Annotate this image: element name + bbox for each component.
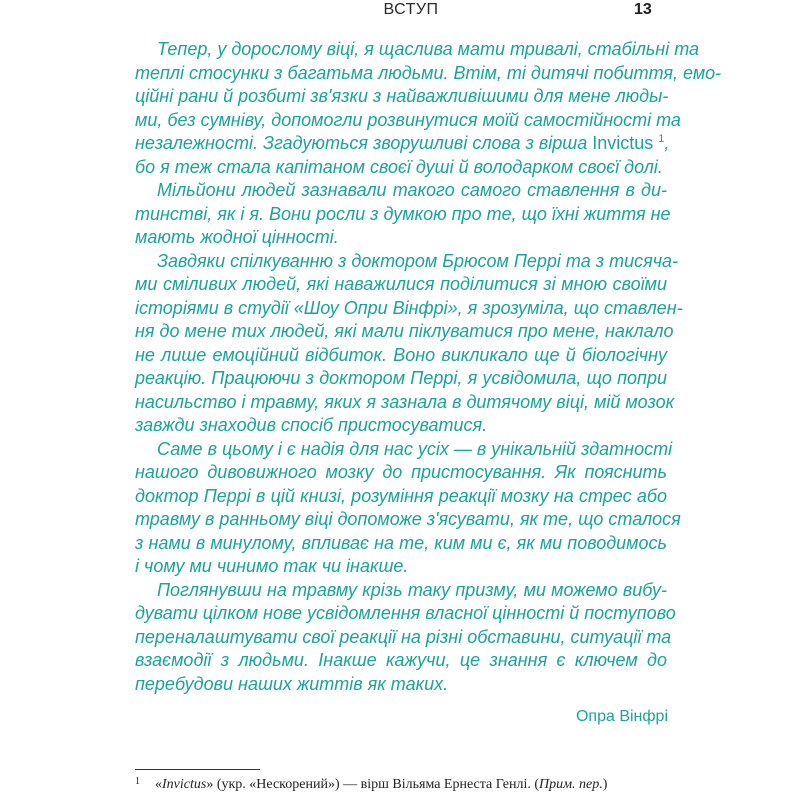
text-line: реакцію. Працюючи з доктором Перрі, я усвідомила, що попри [135,368,667,388]
text-line: мають жодної цінності. [135,227,339,247]
text-line: Поглянувши на травму крізь таку призму, ми можемо вибу- [157,579,667,600]
text-line: не лише емоційний відбиток. Воно викликало ще й біологічну [135,344,667,365]
text-line: Саме в цьому і є надія для нас усіх — в унікальній здатності [157,438,673,459]
footnote-divider [135,769,260,770]
text-line: ми, без сумніву, допомогли розвинутися моїй самостійності та [135,109,681,130]
text-segment: , [664,133,670,153]
text-line: ня до мене тих людей, які мали піклуватися про мене, наклало [135,321,674,341]
footnote-number: 1 [135,776,140,787]
text-line: дувати цілком нове усвідомлення власної цінності й поступово [135,603,676,623]
text-line: взаємодії з людьми. Інакше кажучи, це знання є ключем до [135,650,667,670]
text-line: Тепер, у дорослому віці, я щаслива мати тривалі, стабільні та [157,39,700,59]
author-signature: Опра Вінфрі [575,708,668,725]
body-text [135,38,722,696]
text-line: Завдяки спілкуванню з доктором Брюсом Перрі та з тисяча- [157,250,679,271]
text-line: перебудови наших життів як таких. [135,673,449,694]
footnote-text [155,777,607,793]
text-line: ційні рани й розбиті зв'язки з найважливішими для мене люды- [135,86,669,106]
text-line: і чому ми чинимо так чи інакше. [135,556,409,576]
text-line: з нами в минулому, впливає на те, ким ми є, як ми поводимось [135,532,667,553]
text-line: Мільйони людей зазнавали такого самого ставлення в ди- [157,180,667,200]
text-line: тинстві, як і я. Вони росли з думкою про те, що їхні життя не [135,203,671,224]
footnote-title: Invictus [162,777,207,792]
page-number: 13 [634,1,652,18]
text-line: переналаштувати свої реакції на різні обставини, ситуації та [135,626,672,647]
text-line: завжди знаходив спосіб пристосуватися. [135,415,488,435]
footnote-reference[interactable]: 1 [658,133,665,145]
poem-title: Invictus [592,133,654,153]
text-line: нашого дивовижного мозку до пристосування. Як пояснить [135,462,667,482]
text-line: травму в ранньому віці допоможе з'ясувати, як те, що сталося [135,509,681,529]
text-line: бо я теж стала капітаном своєї душі й володарком своєї долі. [135,156,663,177]
text-line: ми сміливих людей, які наважилися поділитися зі мною своїми [135,274,667,294]
section-title: ВСТУП [383,1,439,18]
footnote-open-quote: « [155,777,162,792]
text-line: доктор Перрі в цій книзі, розуміння реакції мозку на стрес або [135,485,667,506]
text-segment: незалежності. Згадуються зворушливі слова з вірша [135,133,593,153]
running-head [0,0,800,20]
footnote-mid: » (укр. «Нескорений») — вірш Вільяма Ернеста Генлі. ( [206,777,540,792]
footnote-note: Прим. пер. [539,777,603,792]
text-line: насильство і травму, яких я зазнала в дитячому віці, мій мозок [135,391,675,412]
text-line: теплі стосунки з багатьма людьми. Втім, ті дитячі побиття, емо- [135,62,722,83]
text-line [135,132,670,156]
text-line: історіями в студії «Шоу Опри Вінфрі», я зрозуміла, що ставлен- [135,297,683,318]
footnote-close: ) [602,777,608,792]
